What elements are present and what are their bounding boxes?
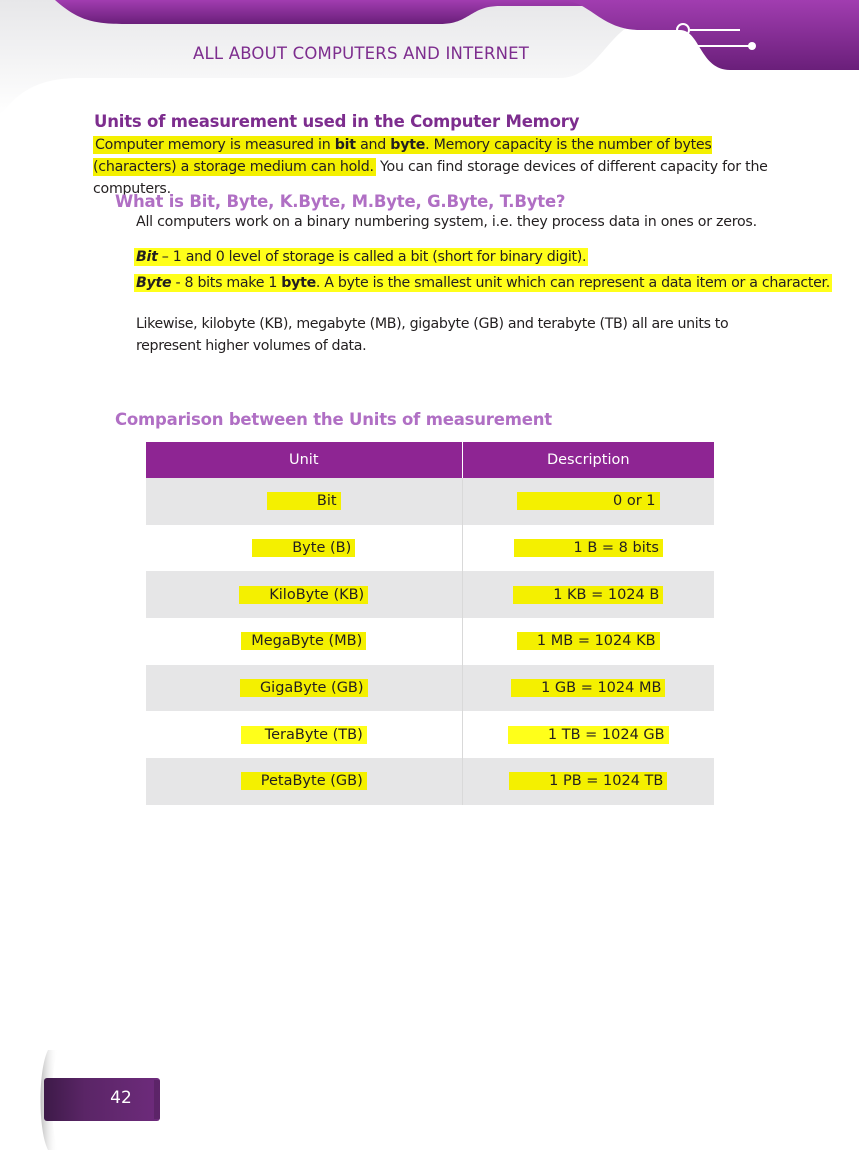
bit-term: Bit <box>136 249 158 265</box>
byte-def-text-b: . A byte is the smallest unit which can represent a data item or a character. <box>315 275 830 291</box>
description-cell: 1 TB = 1024 GB <box>462 711 714 758</box>
intro-text-b: . Memory capacity is the number of bytes (characters) a storage medium can hold. <box>93 137 712 175</box>
intro-byte: byte <box>390 137 426 153</box>
subsection-title: What is Bit, Byte, K.Byte, M.Byte, G.Byte, T.Byte? <box>115 192 566 211</box>
byte-definition <box>134 275 832 291</box>
description-cell: 1 KB = 1024 B <box>462 571 714 618</box>
byte-term: Byte <box>136 275 172 291</box>
intro-paragraph <box>93 134 793 200</box>
intro-text-c: You can find storage devices of different capacity for the computers. <box>93 159 768 197</box>
intro-bit: bit <box>334 137 356 153</box>
table-row <box>146 571 714 618</box>
table-row <box>146 711 714 758</box>
comparison-title: Comparison between the Units of measurement <box>115 410 552 429</box>
binary-paragraph: All computers work on a binary numbering system, i.e. they process data in ones or zeros. <box>136 214 757 230</box>
unit-cell: Bit <box>146 478 462 525</box>
unit-cell: KiloByte (KB) <box>146 571 462 618</box>
unit-cell: MegaByte (MB) <box>146 618 462 665</box>
header-unit: Unit <box>146 442 462 478</box>
description-cell: 0 or 1 <box>462 478 714 525</box>
description-cell: 1 MB = 1024 KB <box>462 618 714 665</box>
byte-def-text-a: - 8 bits make 1 <box>171 275 282 291</box>
unit-cell: PetaByte (GB) <box>146 758 462 805</box>
unit-cell: Byte (B) <box>146 525 462 572</box>
header-description: Description <box>462 442 714 478</box>
table-row <box>146 525 714 572</box>
table-row <box>146 478 714 525</box>
intro-text-and: and <box>355 137 391 153</box>
description-cell: 1 GB = 1024 MB <box>462 665 714 712</box>
table-row <box>146 758 714 805</box>
unit-cell: TeraByte (TB) <box>146 711 462 758</box>
description-cell: 1 PB = 1024 TB <box>462 758 714 805</box>
units-paragraph: Likewise, kilobyte (KB), megabyte (MB), gigabyte (GB) and terabyte (TB) all are units to represent higher volumes of data. <box>136 316 729 354</box>
table-row <box>146 665 714 712</box>
table-row <box>146 618 714 665</box>
byte-bold: byte <box>281 275 316 291</box>
bit-definition <box>134 249 588 265</box>
units-table <box>146 442 714 805</box>
running-header: ALL ABOUT COMPUTERS AND INTERNET <box>193 44 530 63</box>
bit-def-text: – 1 and 0 level of storage is called a bit (short for binary digit). <box>157 249 587 265</box>
description-cell: 1 B = 8 bits <box>462 525 714 572</box>
table-header-row <box>146 442 714 478</box>
section-title: Units of measurement used in the Computer Memory <box>94 112 580 131</box>
unit-cell: GigaByte (GB) <box>146 665 462 712</box>
intro-text-a: Computer memory is measured in <box>95 137 335 153</box>
page-number: 42 <box>110 1088 132 1108</box>
